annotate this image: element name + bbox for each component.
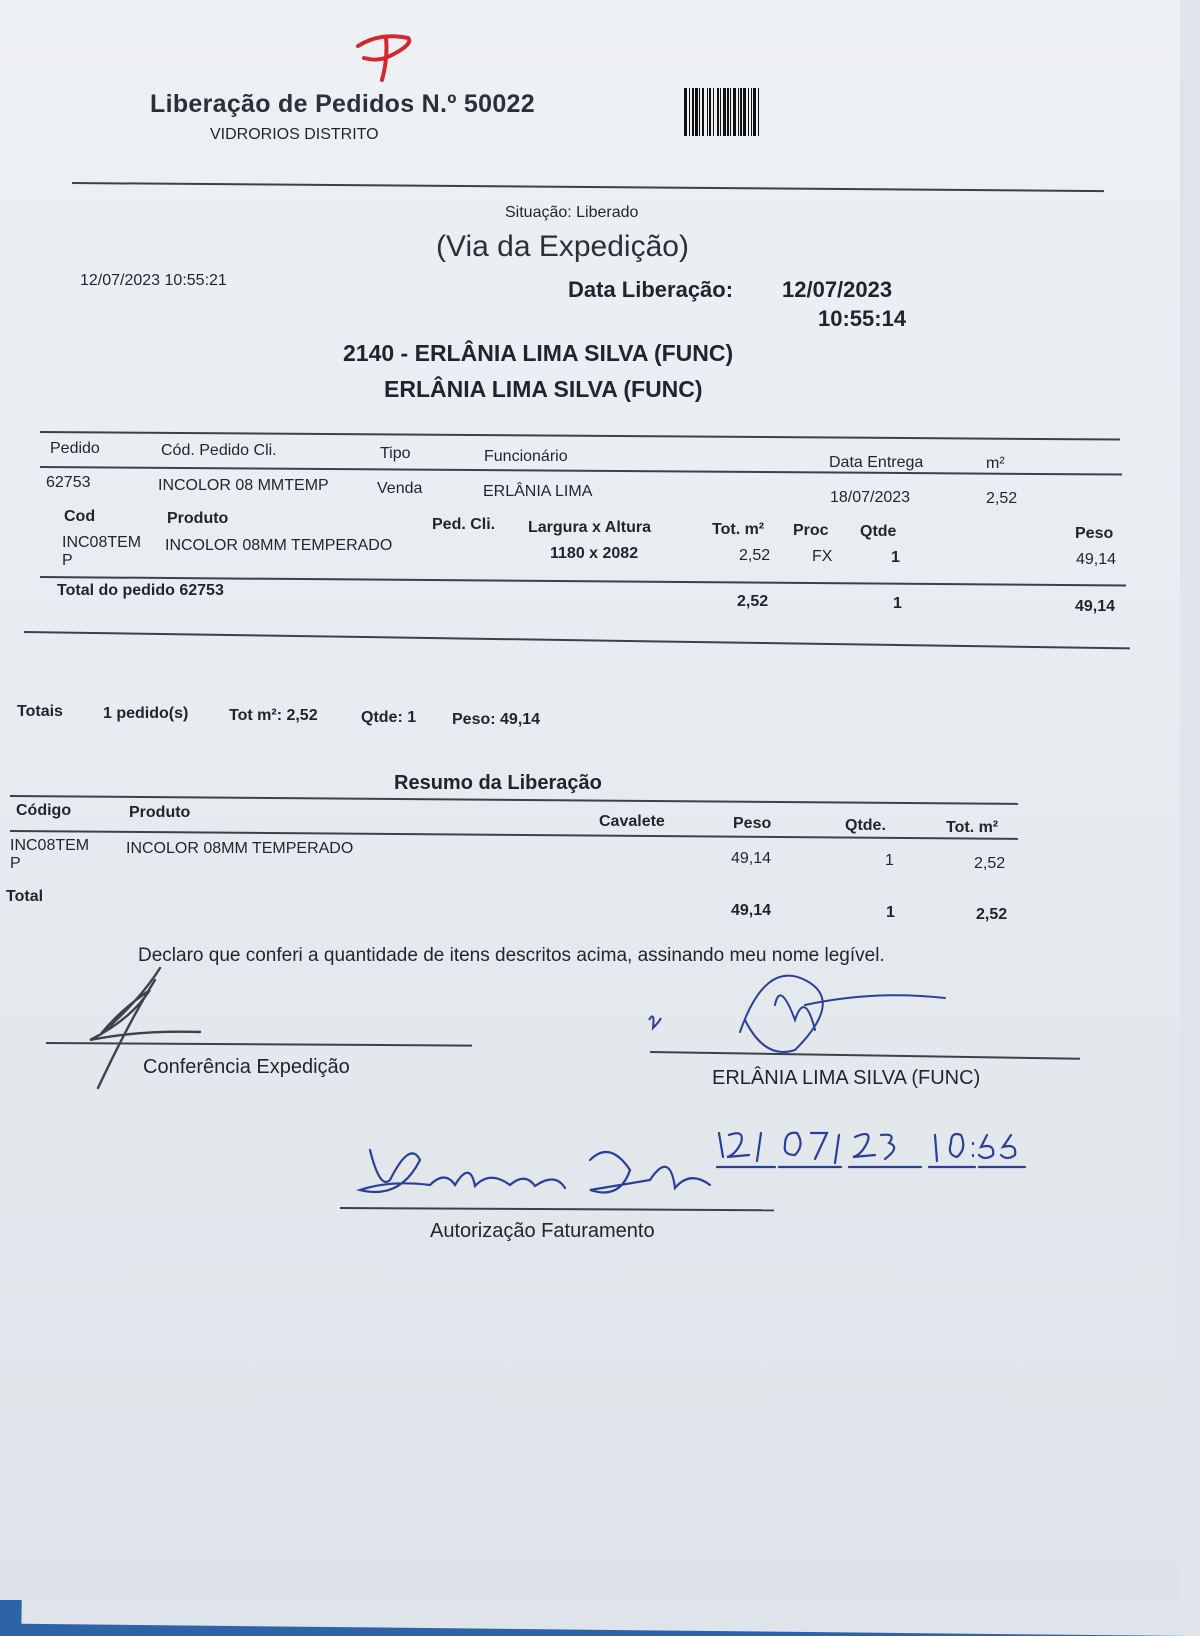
conferencia-label: Conferência Expedição	[143, 1056, 350, 1078]
company-name: VIDRORIOS DISTRITO	[210, 126, 379, 143]
item-largura-altura: 1180 x 2082	[550, 545, 639, 562]
summary-produto: INCOLOR 08MM TEMPERADO	[126, 840, 354, 857]
order-total-qtde: 1	[893, 595, 902, 612]
header-m2: m²	[986, 455, 1005, 472]
summary-header-codigo: Código	[16, 802, 72, 819]
order-data-entrega: 18/07/2023	[830, 489, 911, 506]
release-time: 10:55:14	[818, 306, 907, 331]
order-total-tot-m2: 2,52	[737, 593, 769, 610]
order-funcionario: ERLÂNIA LIMA	[483, 483, 593, 500]
conferencia-signature-scribble	[60, 960, 220, 1090]
item-header-qtde: Qtde	[860, 523, 897, 540]
order-tipo: Venda	[377, 480, 423, 497]
item-peso: 49,14	[1076, 551, 1117, 568]
client-signature-scribble	[645, 950, 965, 1070]
order-pedido: 62753	[46, 474, 91, 491]
header-pedido: Pedido	[50, 440, 100, 457]
header-tipo: Tipo	[380, 445, 411, 462]
via-title: (Via da Expedição)	[436, 230, 689, 263]
item-header-cod: Cod	[64, 508, 96, 525]
summary-qtde: 1	[885, 852, 894, 869]
item-qtde: 1	[891, 549, 900, 566]
summary-total-label: Total	[6, 888, 44, 905]
summary-header-produto: Produto	[129, 804, 191, 821]
summary-total-peso: 49,14	[731, 902, 772, 919]
summary-title: Resumo da Liberação	[394, 772, 602, 794]
item-tot-m2: 2,52	[739, 547, 771, 564]
summary-codigo-line2: P	[10, 855, 21, 872]
release-date: 12/07/2023	[782, 277, 893, 302]
summary-tot-m2: 2,52	[974, 855, 1006, 872]
item-header-ped-cli: Ped. Cli.	[432, 516, 496, 533]
item-proc: FX	[812, 548, 833, 565]
client-line-1: 2140 - ERLÂNIA LIMA SILVA (FUNC)	[343, 340, 734, 366]
item-header-tot-m2: Tot. m²	[712, 521, 765, 538]
handwritten-date-time	[715, 1125, 1035, 1175]
autorizacao-label: Autorização Faturamento	[430, 1220, 655, 1242]
summary-header-tot-m2: Tot. m²	[946, 819, 999, 836]
item-header-produto: Produto	[167, 510, 229, 527]
order-cod-pedido-cli: INCOLOR 08 MMTEMP	[158, 477, 329, 494]
header-funcionario: Funcionário	[484, 448, 568, 465]
totals-peso: Peso: 49,14	[452, 711, 541, 728]
summary-codigo-line1: INC08TEM	[10, 837, 90, 854]
autorizacao-signature-scribble	[350, 1130, 720, 1210]
order-m2: 2,52	[986, 490, 1018, 507]
document-title: Liberação de Pedidos N.º 50022	[150, 90, 535, 118]
order-total-peso: 49,14	[1075, 598, 1116, 615]
handwritten-p-mark	[350, 28, 420, 88]
header-data-entrega: Data Entrega	[829, 454, 924, 471]
item-cod-line1: INC08TEM	[62, 534, 142, 551]
order-total-label: Total do pedido 62753	[57, 582, 224, 599]
print-timestamp: 12/07/2023 10:55:21	[80, 272, 227, 289]
order-top-rule	[40, 431, 1120, 441]
declaration-text: Declaro que conferi a quantidade de itens descritos acima, assinando meu nome legível.	[138, 945, 885, 966]
totals-qtde: Qtde: 1	[361, 709, 417, 726]
totals-pedidos: 1 pedido(s)	[103, 705, 189, 722]
header-cod-pedido-cli: Cód. Pedido Cli.	[161, 442, 277, 459]
order-bottom-rule	[24, 631, 1130, 649]
summary-peso: 49,14	[731, 850, 772, 867]
summary-header-peso: Peso	[733, 815, 772, 832]
item-header-proc: Proc	[793, 522, 829, 539]
order-header-rule	[40, 466, 1122, 476]
summary-header-qtde: Qtde.	[845, 817, 886, 834]
summary-header-cavalete: Cavalete	[599, 813, 665, 830]
item-header-largura-altura: Largura x Altura	[528, 519, 651, 536]
summary-total-qtde: 1	[886, 904, 895, 921]
item-cod-line2: P	[62, 552, 73, 569]
header-divider	[72, 182, 1104, 192]
client-signature-label: ERLÂNIA LIMA SILVA (FUNC)	[712, 1067, 981, 1089]
status-text: Situação: Liberado	[505, 204, 639, 221]
barcode	[684, 88, 864, 136]
totals-label: Totais	[17, 703, 63, 720]
item-produto: INCOLOR 08MM TEMPERADO	[165, 537, 393, 554]
summary-total-tot-m2: 2,52	[976, 906, 1008, 923]
item-header-peso: Peso	[1075, 525, 1114, 542]
totals-tot-m2: Tot m²: 2,52	[229, 707, 318, 724]
client-line-2: ERLÂNIA LIMA SILVA (FUNC)	[384, 376, 703, 402]
release-label: Data Liberação:	[568, 277, 734, 302]
